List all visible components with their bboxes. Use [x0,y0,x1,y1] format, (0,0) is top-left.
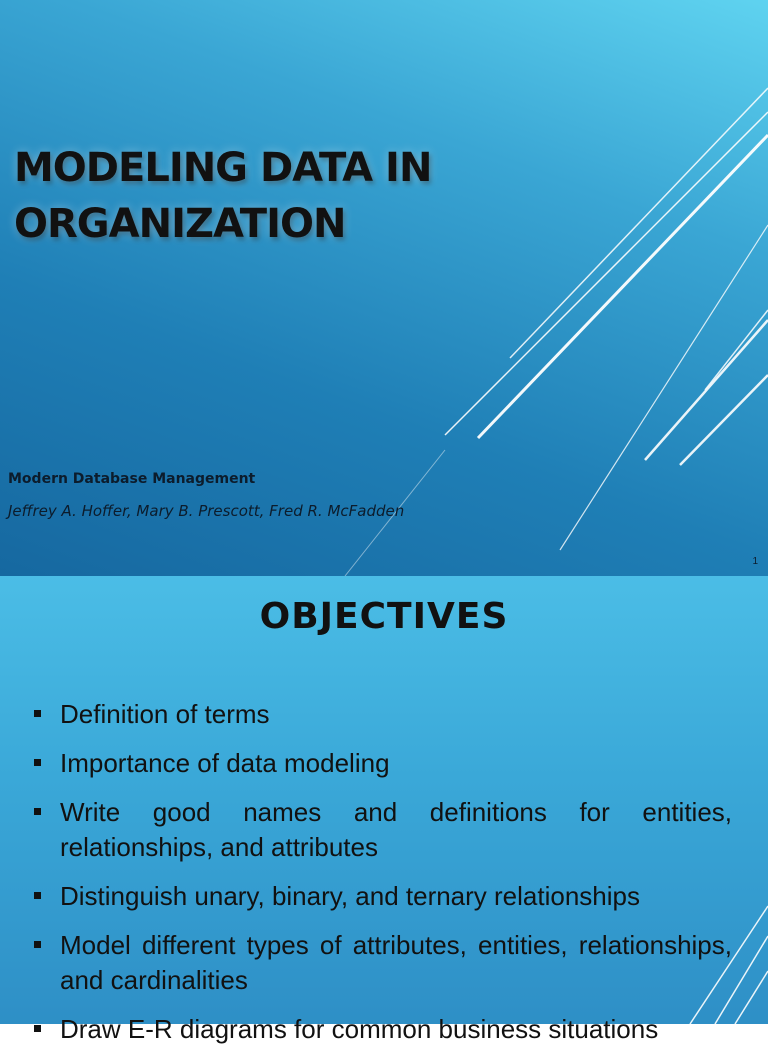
list-item-text: Importance of data modeling [60,748,390,778]
authors: Jeffrey A. Hoffer, Mary B. Prescott, Fred R. McFadden [8,502,405,520]
bullet-icon [34,710,41,717]
list-item [30,879,732,914]
list-item-text: Model different types of attributes, entities, relationships, and cardinalities [60,930,732,995]
list-item-text: Draw E-R diagrams for common business situations [60,1014,659,1044]
list-item [30,928,732,998]
title-line-1: MODELING DATA IN [14,145,432,191]
slide-number: 1 [752,556,758,567]
deco-line [705,310,768,390]
bullet-icon [34,1025,41,1032]
list-item-text: Distinguish unary, binary, and ternary relationships [60,881,640,911]
book-title: Modern Database Management [8,471,256,487]
bullet-icon [34,892,41,899]
bullet-icon [34,808,41,815]
objectives-list [30,697,732,1061]
list-item [30,697,732,732]
deco-line [680,375,768,465]
list-item [30,1012,732,1047]
title-line-2: ORGANIZATION [14,201,346,247]
list-item-text: Write good names and definitions for entities, relationships, and attributes [60,797,732,862]
list-item [30,795,732,865]
deco-line [735,971,768,1024]
list-item-text: Definition of terms [60,699,270,729]
slide-title [14,140,574,252]
list-item [30,746,732,781]
objectives-title: OBJECTIVES [259,596,509,637]
bullet-icon [34,941,41,948]
bullet-icon [34,759,41,766]
